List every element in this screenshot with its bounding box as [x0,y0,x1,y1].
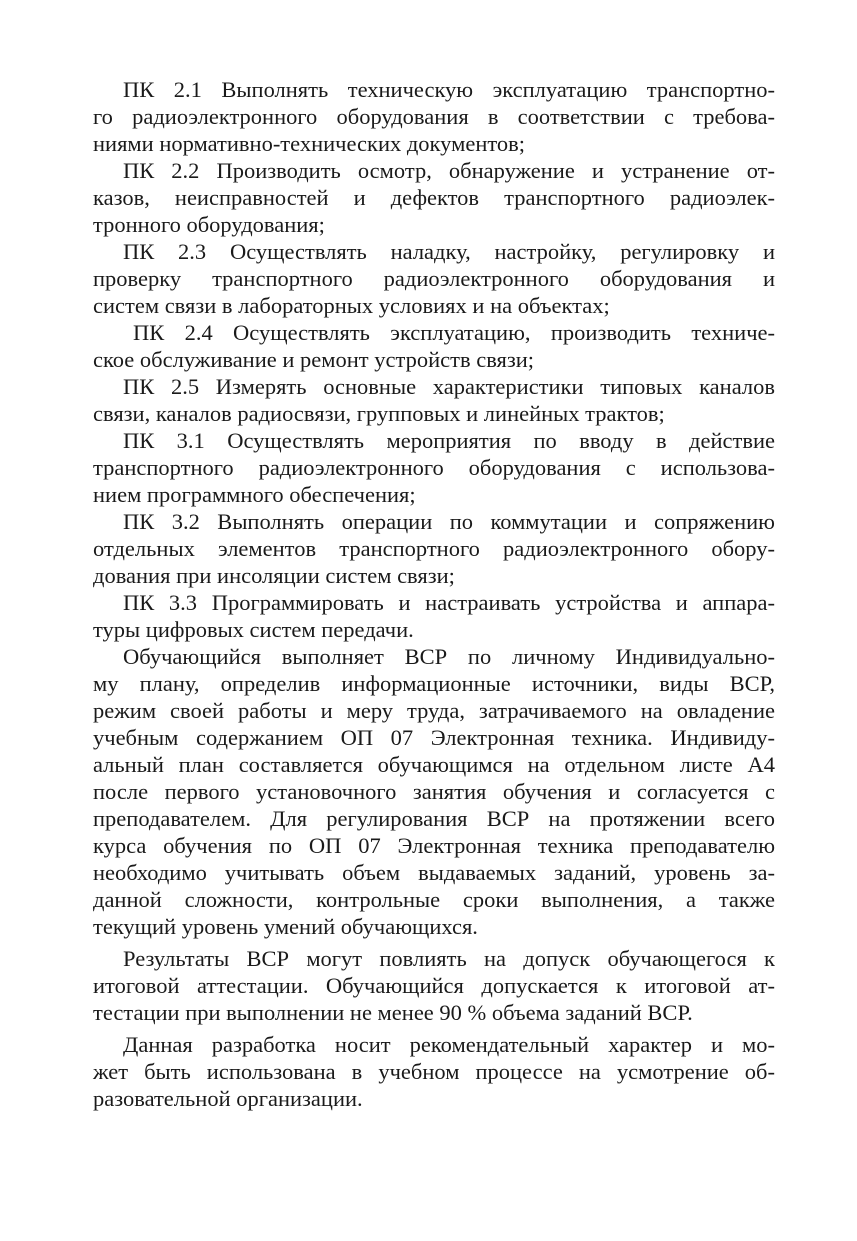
text-line: необходимо учитывать объем выдаваемых заданий, уровень за- [93,860,775,885]
text-line: проверку транспортного радиоэлектронного оборудования и [93,266,775,291]
text-line: ПК 2.3 Осуществлять наладку, настройку, регулировку и [123,239,775,264]
text-line: транспортного радиоэлектронного оборудования с использова- [93,455,775,480]
text-line: казов, неисправностей и дефектов транспортного радиоэлек- [93,185,775,210]
paragraph [93,589,775,643]
text-line: тестации при выполнении не менее 90 % объема заданий ВСР. [93,1000,693,1025]
text-line: связи, каналов радиосвязи, групповых и линейных трактов; [93,401,665,426]
text-line: ское обслуживание и ремонт устройств связи; [93,347,535,372]
text-line: ниями нормативно-технических документов; [93,131,526,156]
text-line: отдельных элементов транспортного радиоэлектронного обору- [93,536,775,561]
paragraph [93,157,775,238]
text-line: ПК 2.4 Осуществлять эксплуатацию, производить техниче- [133,320,775,345]
text-line: туры цифровых систем передачи. [93,617,414,642]
paragraph [93,238,775,319]
text-line: разовательной организации. [93,1086,363,1111]
paragraph [93,427,775,508]
text-line: ПК 3.3 Программировать и настраивать устройства и аппара- [123,590,775,615]
text-line: жет быть использована в учебном процессе на усмотрение об- [93,1059,775,1084]
text-line: преподавателем. Для регулирования ВСР на протяжении всего [93,806,775,831]
text-line: после первого установочного занятия обучения и согласуется с [93,779,775,804]
text-line: Результаты ВСР могут повлиять на допуск обучающегося к [123,946,775,971]
text-line: курса обучения по ОП 07 Электронная техника преподавателю [93,833,775,858]
document-page [93,76,775,1112]
paragraph [93,508,775,589]
text-line: го радиоэлектронного оборудования в соответствии с требова- [93,104,775,129]
text-line: нием программного обеспечения; [93,482,416,507]
text-line: ПК 2.1 Выполнять техническую эксплуатацию транспортно- [123,77,775,102]
text-line: ПК 3.1 Осуществлять мероприятия по вводу в действие [123,428,775,453]
text-line: данной сложности, контрольные сроки выполнения, а также [93,887,775,912]
text-line: режим своей работы и меру труда, затрачиваемого на овладение [93,698,775,723]
paragraph [93,76,775,157]
text-line: систем связи в лабораторных условиях и на объектах; [93,293,610,318]
text-line: ПК 2.5 Измерять основные характеристики типовых каналов [123,374,775,399]
paragraph [93,643,775,940]
text-line: дования при инсоляции систем связи; [93,563,455,588]
text-line: ПК 3.2 Выполнять операции по коммутации и сопряжению [123,509,775,534]
text-line: учебным содержанием ОП 07 Электронная техника. Индивиду- [93,725,775,750]
text-line: ПК 2.2 Производить осмотр, обнаружение и устранение от- [123,158,775,183]
text-line: Обучающийся выполняет ВСР по личному Индивидуально- [123,644,775,669]
text-line: му плану, определив информационные источники, виды ВСР, [93,671,775,696]
paragraph [93,1031,775,1112]
paragraph [93,945,775,1026]
paragraph [93,319,775,373]
paragraph [93,373,775,427]
text-line: альный план составляется обучающимся на отдельном листе А4 [93,752,775,777]
text-line: тронного оборудования; [93,212,325,237]
text-line: итоговой аттестации. Обучающийся допускается к итоговой ат- [93,973,775,998]
text-line: Данная разработка носит рекомендательный характер и мо- [123,1032,775,1057]
text-line: текущий уровень умений обучающихся. [93,914,478,939]
